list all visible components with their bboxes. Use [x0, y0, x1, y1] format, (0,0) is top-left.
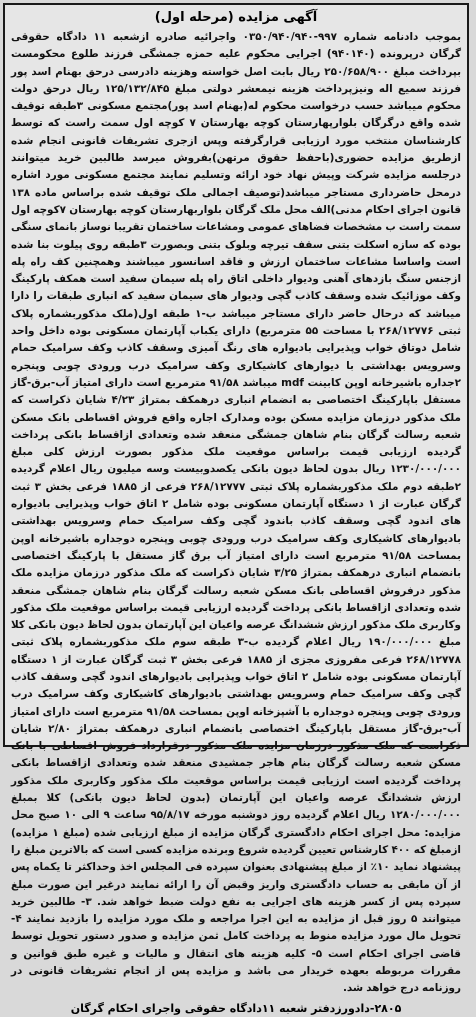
notice-body: بموجب دادنامه شماره ۹۹۷-۰۳۵۰/۹۴۰/۹۴۰ واجرائیه صادره ازشعبه ۱۱ دادگاه حقوقی گرگان درپرونده (۹۴۰۱۴۰) اجرایی محکوم علیه حمزه جمشگی فرزند طلوع محکومست بپرداخت مبلغ ۲۵۰/۶۵۸/۹۰۰ ریال بابت اصل خواسته وهزینه دادرسی درحق بهنام اسد پور فرزند سمیع اله ونیزپرداخت هزینه نیمعشر دولتی مبلغ ۱۲۵/۱۳۲/۸۴۵ ریال درحق دولت محکوم میباشد حسب درخواست محکوم له(بهنام اسد پور)مجتمع مسکونی ۳طبقه توقیف شده واقع درگرگان بلوارپهارستان کوچه بهارستان ۷ کوچه اول سمت راست که توسط کارشناسان منتخب مورد ارزیابی قرارگرفته وپس ازجری تشریفات قانونی انجام شده ازطریق مزایده حضوری(باحفظ حقوق مرتهن)بفروش میرسد طالبین خرید میتوانند درجلسه مزایده شرکت وپیش نهاد خود ارائه وتسلیم نمایند مجتمع مسکونی مورد اشاره درمحل حاضرداری مستاجر میباشد(توصیف اجمالی ملک توقیف شده براساس ماده ۱۳۸ قانون اجرای احکام مدنی)الف محل ملک گرگان بلواربهارستان کوچه بهارستان ۷کوچه اول سمت راست ب مشخصات فضاهای عمومی ومشاعات ساختمان تقریبا نوساز بانمای سنگی بوده که سازه اسکلت بتنی سقف تیرچه وبلوک بتنی وبصورت ۳طبقه روی پیلوت بنا شده است واساسا مشاعات ساختمان ارزش و فاقد اسانسور میباشند وهمچنین کف راه پله ازجنس سنگ بازدهای آهنی ودیوار داخلی اتاق راه پله سیمان سفید است همکف پارکینگ وکف موزائیک شده وسقف کاذب گچی ودیوار های سیمان سفید که انباری طبقات را دارا میباشد که درحال حاضر دارای مستاجر میباشد ب-۱ طبقه اول(ملک مذکوربشماره پلاک ثبتی ۲۶۸/۱۲۷۷۶ با مساحت ۵۵ مترمربع) دارای یکباب آپارتمان مسکونی بوده داخل واحد شامل دوتاق خواب وپذیرایی بادیواره های رنگ آمیزی وسقف کاذب وکف سرامیک حمام وسرویس بهداشتی با دیوارهای کاشیکاری وکف سرامیک درب ورودی چوبی وپنجره ۲جداره باشیرخانه اوپن کابینت mdf میباشد ۹۱/۵۸ مترمربع است دارای امتیاز آب-برق-گاز مستقل باپارکینگ اختصاصی به انضمام انباری درهمکف بمتراژ ۴/۲۳ شایان ذکراست که ملک مذکور درزمان مزایده مسکن بوده ومدارک اجاره واقع فروش اقساطی بانک مسکن شعبه رسالت گرگان بنام شاهان جمشگی منعقد شده وتعدادی ازاقساط بانکی پرداخت گردیده ارزیابی قیمت براساس موقعیت ملک مذکور بصورت ارزش کلی مبلغ ۱۲۳۰/۰۰۰/۰۰۰ ریال بدون لحاظ دیون بانکی یکصدوبیست وسه میلیون ریال اعلام گردیده ۲طبقه دوم ملک مذکوربشماره پلاک ثبتی ۲۶۸/۱۲۷۷۷ فرعی از ۱۸۸۵ فرعی بخش ۳ ثبت گرگان عبارت از ۱ دستگاه آپارتمان مسکونی بوده شامل ۲ اتاق خواب وپذیرایی بادیواره های اندود گچی وسقف کاذب باندود گچی وکف سرامیک حمام وسرویس بهداشتی بادیوارهای کاشیکاری وکف سرامیک درب ورودی چوبی وپنجره دوجداره باشیرخانه اوپن بمساحت ۹۱/۵۸ مترمربع است دارای امتیاز آب برق گاز مستقل با پارکینگ اختصاصی بانضمام انباری درهمکف بمتراژ ۳/۲۵ شایان ذکراست که ملک مذکور درزمان مزایده ملک مذکور درفروش اقساطی بانک مسکن شعبه رسالت گرگان بنام شاهان جمشگی منعقد شده وتعدادی ازاقساط بانکی پرداخت گردیده ارزیابی قیمت براساس موقعیت ملک مذکور وکاربری ملک مذکور ارزش ششدانگ عرصه واعیان این آپارتمان بدون لحاظ دیون بانکی کلا مبلغ ۱۹۰/۰۰۰/۰۰۰ ریال اعلام گردیده ب-۳ طبقه سوم ملک مذکوربشماره پلاک ثبتی ۲۶۸/۱۲۷۷۸ فرعی مفروزی مجزی از ۱۸۸۵ فرعی بخش ۳ ثبت گرگان عبارت از ۱ دستگاه آپارتمان مسکونی بوده شامل ۲ اتاق خواب وپذیرایی بادیوارهای اندود گچی وسقف کاذب گچی وکف سرامیک حمام وسرویس بهداشتی بادیوارهای کاشیکاری وکف سرامیک درب ورودی چوبی وپنجره دوجداره با آشپزخانه اوپن بمساحت ۹۱/۵۸ مترمربع است دارای امتیاز آب-برق-گاز مستقل باپارکینگ اختصاصی بانضمام انباری درهمکف بمتراژ ۲/۸۰ شایان ذکراست که ملک مذکور درزمان مزایده ملک مذکور درقرارداد فروش اقساطی با بانک مسکن شعبه رسالت گرگان بنام هاجر جمشیدی منعقد شده وتعدادی ازاقساط بانکی پرداخت گردیده است ارزیابی قیمت براساس موقعیت ملک مذکور وکاربری ملک مذکور ارزش ششدانگ عرصه واعیان این آپارتمان (بدون لحاظ دیون بانکی) کلا بمبلغ ۱۲۸۰/۰۰۰/۰۰۰ ریال اعلام گردیده روز دوشنبه مورخه ۹۵/۸/۱۷ ساعت ۹ الی ۱۰ صبح محل مزایده: محل اجرای احکام دادگستری گرگان مزایده از مبلغ ارزیابی شده (مبلغ ۱ مزایده) ازمبلغ که ۴۰۰ کارشناس تعیین گردیده شروع وبرنده مزایده کسی است که بالاترین مبلغ را پیشنهاد نماید ۱۰٪ از مبلغ پیشنهادی بعنوان سپرده فی المجلس اخذ وحداکثر تا یکماه پس از آن مابقی به حساب دادگستری واریز وقبض آن را ارائه نمایند درغیر این صورت مبلغ سپرده پس از کسر هزینه های اجرایی به نفع دولت ضبط خواهد شد. ۳- طالبین خرید میتوانند ۵ روز قبل از مزایده به این اجرا مراجعه و ملک مورد مزایده را بازدید نمایند ۴- تحویل مال مورد مزایده منوط به پرداخت کامل ثمن مزایده و صدور دستور تحویل توسط قاضی اجرای احکام است ۵- کلیه هزینه های انتقال و مالیات و غیره طبق قوانین و مقررات مربوطه بعهده خریدار می باشد و مزایده پس از انجام تشریفات قانونی در روزنامه درج خواهد شد. [11, 31, 462, 995]
auction-notice [3, 3, 469, 1015]
notice-footer: ۲۸۰۵-دادورزدفتر شعبه ۱۱دادگاه حقوقی واجرای احکام گرگان [70, 1001, 402, 1015]
notice-title: آگهی مزایده (مرحله اول) [154, 10, 318, 25]
